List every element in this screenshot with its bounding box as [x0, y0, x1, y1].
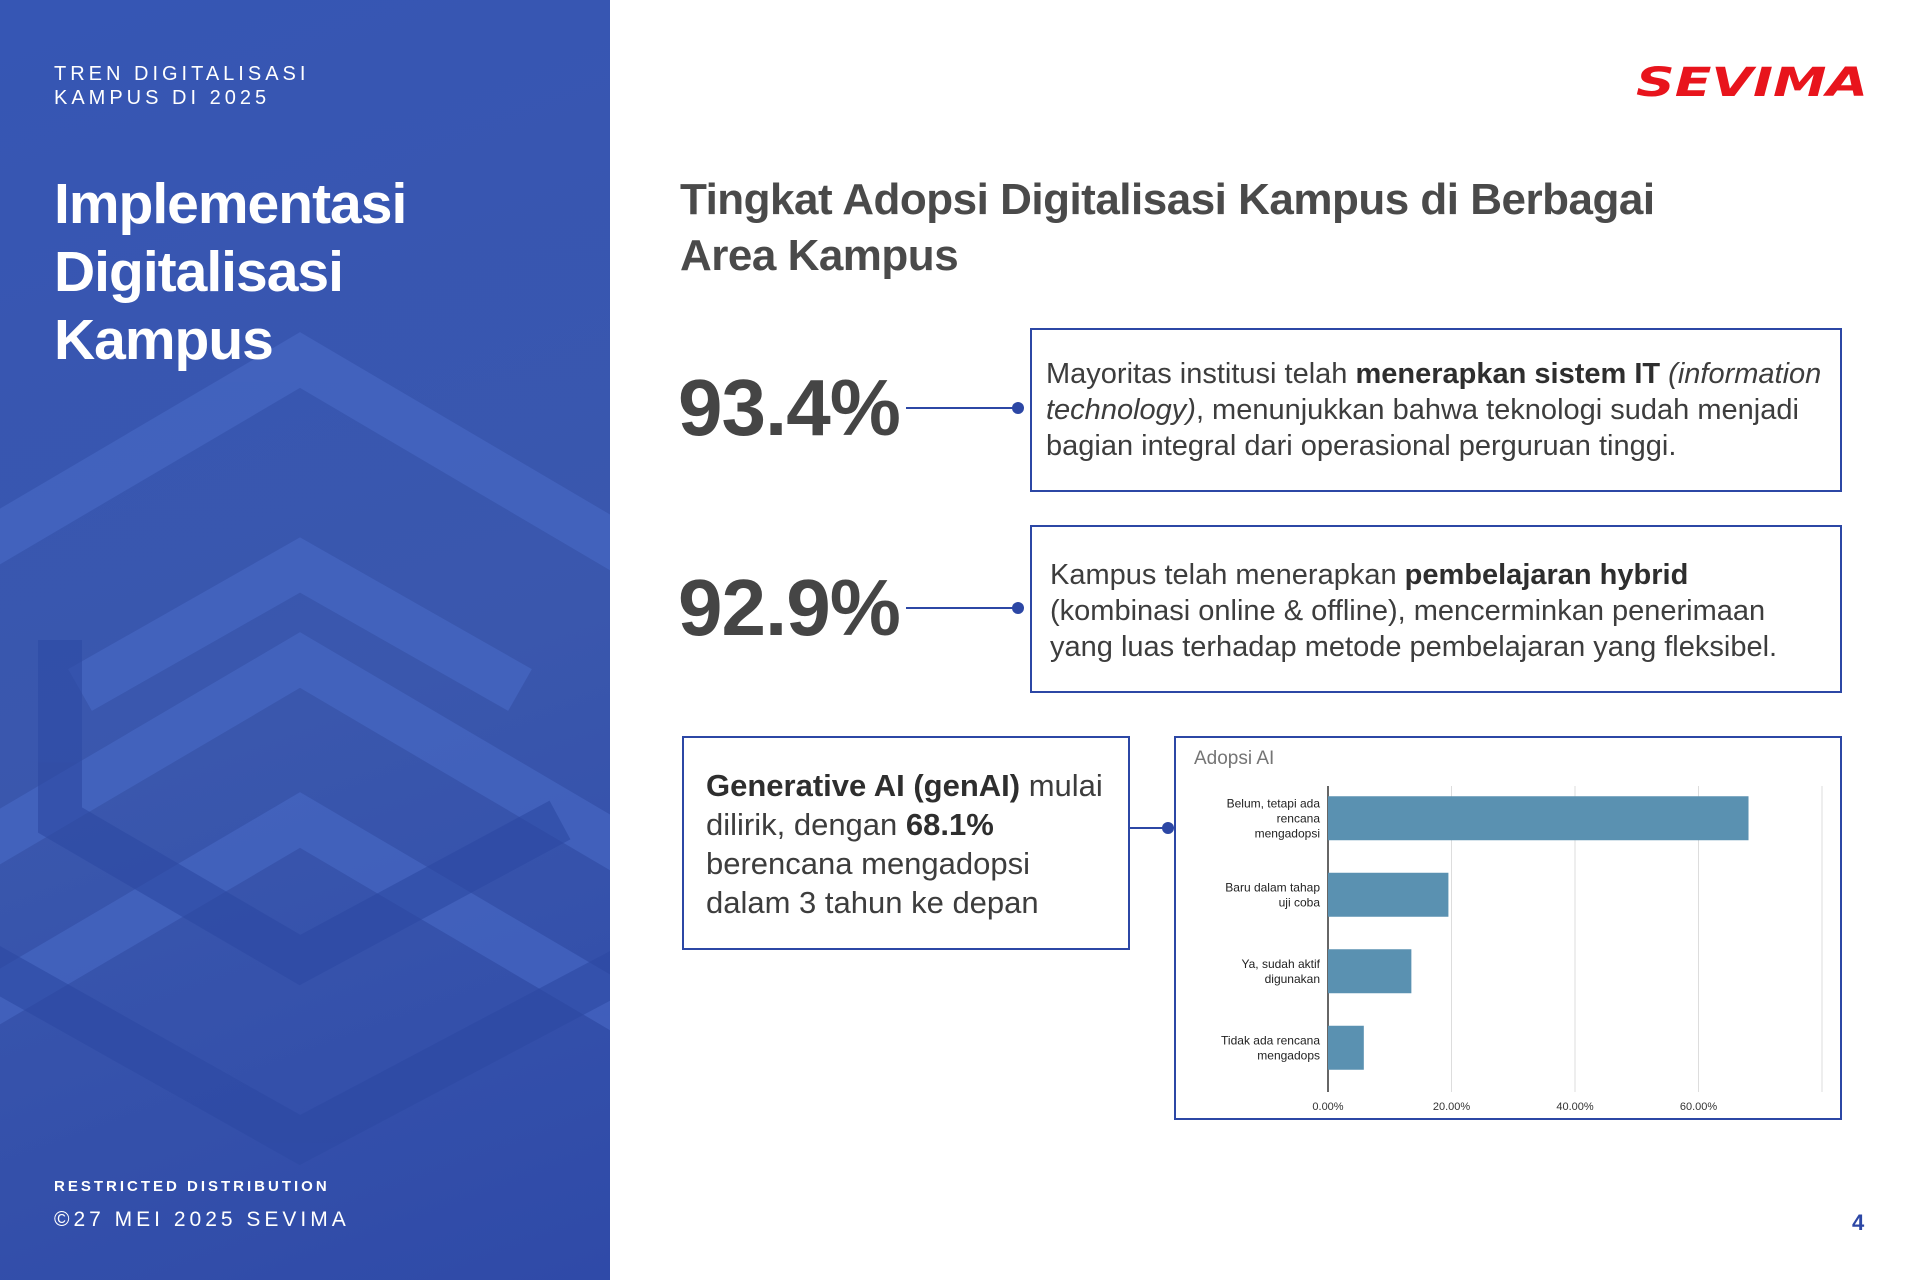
kicker-line1: TREN DIGITALISASI — [54, 63, 310, 85]
logo-text: SEVIMA — [1636, 64, 1868, 100]
connector-dot — [1012, 602, 1024, 614]
x-tick-label: 60.00% — [1679, 1101, 1718, 1113]
category-label: Belum, tetapi ada — [1226, 796, 1320, 811]
adopsi-ai-chart — [1174, 736, 1842, 1120]
copyright-text: ©27 MEI 2025 SEVIMA — [54, 1208, 350, 1231]
stat-box-hybrid — [1030, 525, 1842, 693]
connector-dot — [1162, 822, 1174, 834]
x-tick-label: 0.00% — [1312, 1101, 1344, 1113]
stat-desc-it: Mayoritas institusi telah menerapkan sistem IT (information technology), menunjukkan bahwa teknologi sudah menjadi bagian integral dari operasional perguruan tinggi. — [1046, 358, 1822, 462]
category-label: Baru dalam tahap — [1225, 880, 1320, 895]
genai-desc: Generative AI (genAI) mulai dilirik, dengan 68.1% berencana mengadopsi dalam 3 tahun ke depan — [706, 768, 1103, 920]
page-number: 4 — [1852, 1210, 1865, 1235]
chart-title: Adopsi AI — [1194, 748, 1275, 769]
kicker — [54, 62, 309, 110]
sidebar-title — [54, 170, 574, 374]
category-label: Tidak ada rencana — [1221, 1033, 1320, 1048]
sevima-logo — [1636, 64, 1872, 100]
sidebar-title-line1: Implementasi — [54, 172, 407, 236]
bar — [1328, 1026, 1364, 1070]
x-tick-label: 20.00% — [1432, 1101, 1471, 1113]
page-title-line2: Area Kampus — [680, 231, 959, 280]
category-label: mengadops — [1257, 1048, 1320, 1063]
category-label: rencana — [1276, 811, 1320, 826]
stat-box-it — [1030, 328, 1842, 492]
category-label: mengadopsi — [1254, 826, 1320, 841]
connector-line — [906, 607, 1016, 609]
page-title-line1: Tingkat Adopsi Digitalisasi Kampus di Berbagai — [680, 175, 1655, 224]
bar — [1328, 949, 1411, 993]
bar — [1328, 873, 1448, 917]
bar — [1328, 796, 1749, 840]
genai-box — [682, 736, 1130, 950]
category-label: digunakan — [1264, 971, 1320, 986]
chart-svg — [1176, 738, 1840, 1118]
category-label: uji coba — [1278, 895, 1320, 910]
connector-dot — [1012, 402, 1024, 414]
category-label: Ya, sudah aktif — [1241, 956, 1320, 971]
sidebar-title-line2: Digitalisasi — [54, 240, 343, 304]
stat-value-it: 93.4% — [678, 363, 900, 452]
connector-line — [906, 407, 1016, 409]
stat-value-hybrid: 92.9% — [678, 563, 900, 652]
sidebar-title-line3: Kampus — [54, 308, 273, 372]
restricted-label: RESTRICTED DISTRIBUTION — [54, 1178, 330, 1195]
x-tick-label: 40.00% — [1556, 1101, 1594, 1113]
kicker-line2: KAMPUS DI 2025 — [54, 87, 271, 109]
stat-desc-hybrid: Kampus telah menerapkan pembelajaran hybrid (kombinasi online & offline), mencerminkan penerimaan yang luas terhadap metode pembelajaran yang fleksibel. — [1050, 559, 1778, 663]
sidebar-panel — [0, 0, 610, 1280]
page-title — [680, 172, 1860, 284]
